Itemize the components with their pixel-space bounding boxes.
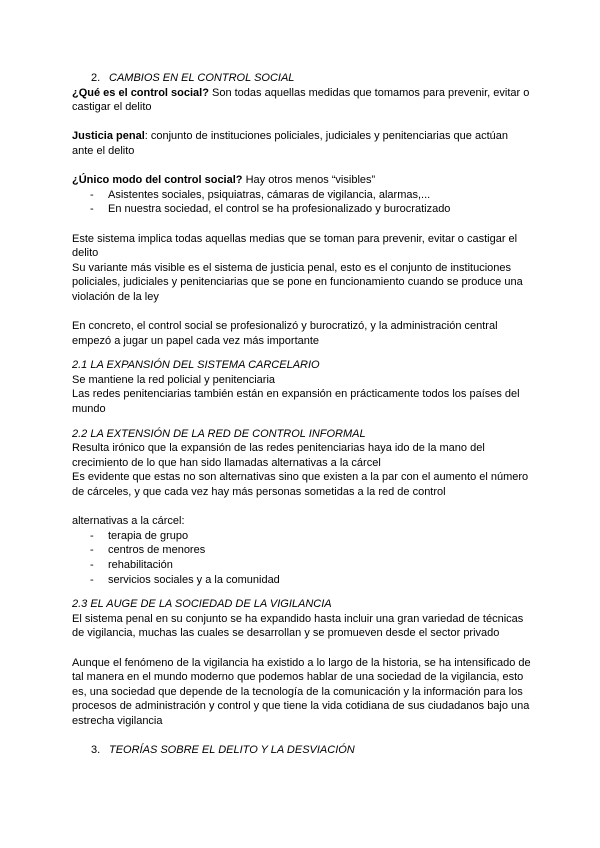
list-item: - Asistentes sociales, psiquiatras, cámaras de vigilancia, alarmas,... <box>72 188 532 203</box>
question-unico-modo-bold: ¿Único modo del control social? <box>72 174 243 187</box>
unico-modo-list <box>72 188 532 217</box>
section-3-title: TEORÍAS SOBRE EL DELITO Y LA DESVIACIÓN <box>109 744 355 757</box>
list-item: - En nuestra sociedad, el control se ha profesionalizado y burocratizado <box>72 202 532 217</box>
section-3-number: 3. <box>91 744 101 757</box>
section-2-heading <box>72 71 532 86</box>
section-2-title: CAMBIOS EN EL CONTROL SOCIAL <box>109 72 295 84</box>
alternativas-intro: alternativas a la cárcel: <box>72 515 185 528</box>
section-2-2-heading: 2.2 LA EXTENSIÓN DE LA RED DE CONTROL INFORMAL <box>72 427 366 440</box>
justicia-penal-definition <box>72 129 532 158</box>
paragraph-en-concreto: En concreto, el control social se profesionalizó y burocratizó, y la administración central empezó a jugar un papel cada vez más importante <box>72 320 498 347</box>
question-control-social-text: Son todas aquellas medidas que tomamos para prevenir, evitar o castigar el delito <box>72 86 530 114</box>
section-2-3-p1: El sistema penal en su conjunto se ha expandido hasta incluir una gran variedad de técnicas de vigilancia, muchas las cuales se desarrollan y se promueven desde el sector privado <box>72 612 524 640</box>
section-2-number: 2. <box>91 72 101 84</box>
paragraph-variante: Su variante más visible es el sistema de justicia penal, esto es el conjunto de instituciones policiales, judiciales y penitenciarias que se pone en funcionamiento cuando se produce una violación de la ley <box>72 261 523 303</box>
paragraph-sistema: Este sistema implica todas aquellas medias que se toman para prevenir, evitar o castigar el delito <box>72 232 518 260</box>
list-item: - centros de menores <box>72 543 532 558</box>
question-unico-modo <box>72 173 532 188</box>
section-3-heading <box>72 743 532 758</box>
section-2-3-heading: 2.3 EL AUGE DE LA SOCIEDAD DE LA VIGILANCIA <box>72 598 332 611</box>
list-item: - servicios sociales y a la comunidad <box>72 573 532 588</box>
section-2-1-p2: Las redes penitenciarias también están en expansión en prácticamente todos los países del mundo <box>72 388 520 416</box>
alternativas-list <box>72 529 532 587</box>
section-2-2-p2: Es evidente que estas no son alternativas sino que existen a la par con el aumento el número de cárceles, y que cada vez hay más personas sometidas a la red de control <box>72 471 529 499</box>
justicia-penal-bold: Justicia penal <box>72 130 145 143</box>
section-2-2-p1: Resulta irónico que la expansión de las redes penitenciarias haya ido de la mano del crecimiento de lo que han sido llamadas alternativas a la cárcel <box>72 442 485 469</box>
question-control-social <box>72 86 532 115</box>
section-2-1-heading: 2.1 LA EXPANSIÓN DEL SISTEMA CARCELARIO <box>72 359 320 372</box>
list-item: - terapia de grupo <box>72 529 532 544</box>
list-item: - rehabilitación <box>72 558 532 573</box>
justicia-penal-text: : conjunto de instituciones policiales, judiciales y penitenciarias que actúan ante el delito <box>72 130 508 157</box>
section-2-1-p1: Se mantiene la red policial y penitenciaria <box>72 373 276 386</box>
question-unico-modo-text: Hay otros menos “visibles” <box>242 174 376 187</box>
document-page <box>72 71 532 758</box>
section-2-3-p2: Aunque el fenómeno de la vigilancia ha existido a lo largo de la historia, se ha intensificado de tal manera en el mundo moderno que podemos hablar de una sociedad de la vigilancia, esto es, una sociedad que depende de la tecnología de la comunicación y la información para los procesos de administración y control y que tiene la vida cotidiana de sus ciudadanos bajo una estrecha vigilancia <box>72 656 531 727</box>
question-control-social-bold: ¿Qué es el control social? <box>72 86 209 99</box>
